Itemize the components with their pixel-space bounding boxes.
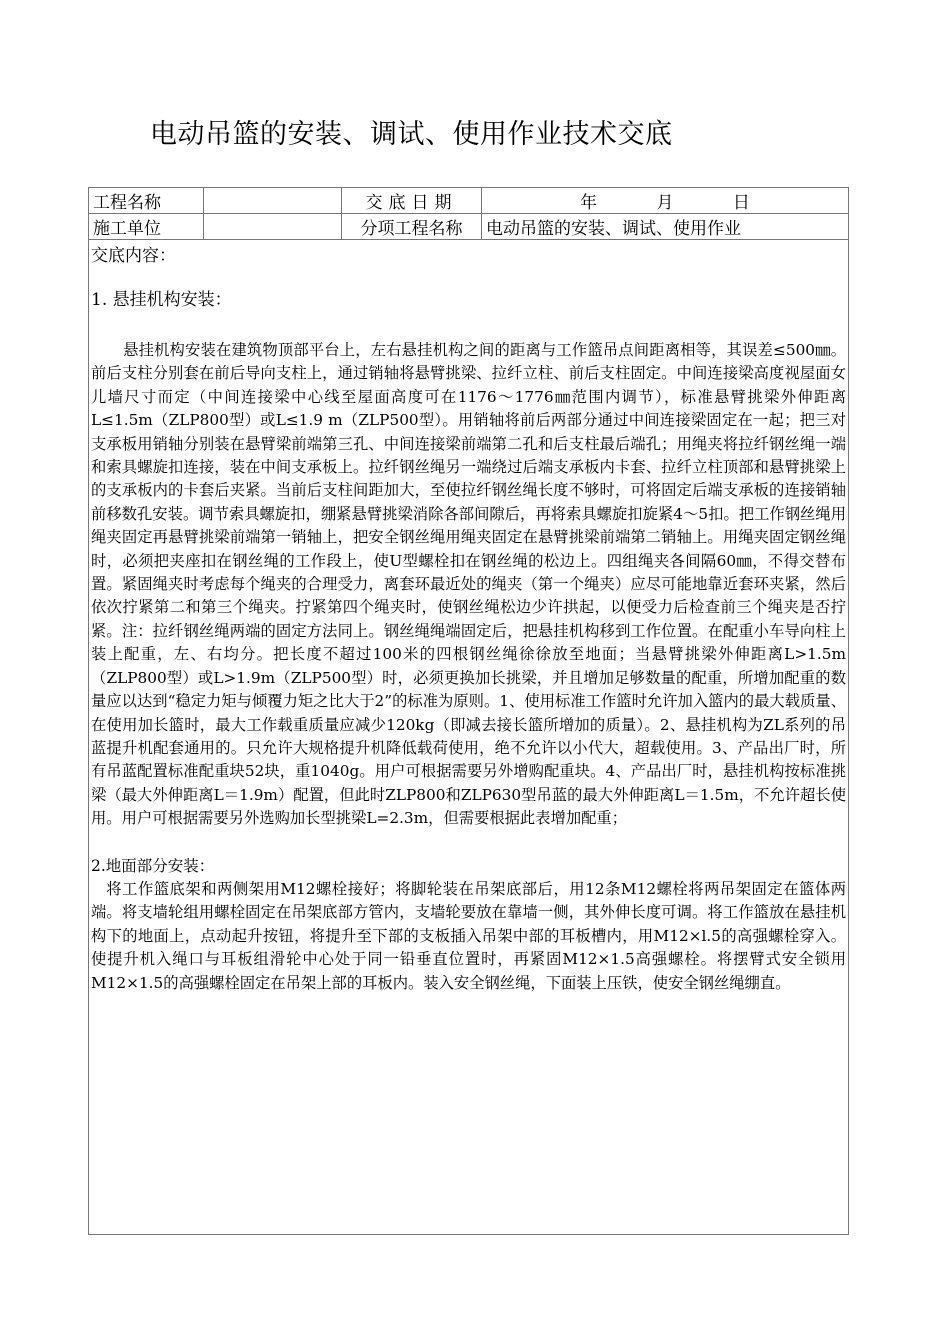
date-day: 日 [732,193,750,213]
sub-project-value: 电动吊篮的安装、调试、使用作业 [482,214,849,240]
sub-project-label: 分项工程名称 [342,214,482,240]
date-value [482,188,849,214]
disclosure-table [88,187,849,1235]
section2-title: 2.地面部分安装： [91,856,215,875]
header-row-2 [89,214,849,240]
unit-label: 施工单位 [89,214,204,240]
header-row-1 [89,188,849,214]
project-name-label: 工程名称 [89,188,204,214]
project-name-value [204,188,342,214]
date-year: 年 [580,193,598,213]
section1-title: 1. 悬挂机构安装： [91,290,232,310]
content-row [89,240,849,1235]
content-cell [89,240,849,1235]
date-month: 月 [656,193,674,213]
content-label: 交底内容： [91,246,176,266]
document-title: 电动吊篮的安装、调试、使用作业技术交底 [150,119,673,150]
unit-value [204,214,342,240]
date-label: 交底日期 [342,188,482,214]
section1-paragraph: 悬挂机构安装在建筑物顶部平台上，左右悬挂机构之间的距离与工作篮吊点间距离相等，其误差≤500㎜。前后支柱分别套在前后导向支柱上，通过销轴将悬臂挑梁、拉纤立柱、前后支柱固定。中间连接梁高度视屋面女儿墙尺寸而定（中间连接梁中心线至屋面高度可在1176～1776㎜范围内调节），标准悬臂挑梁外伸距离L≤1.5m（ZLP800型）或L≤1.9 m（ZLP500型）。用销轴将前后两部分通过中间连接梁固定在一起；把三对支承板用销轴分别装在悬臂梁前端第三孔、中间连接梁前端第二孔和后支柱最后端孔；用绳夹将拉纤钢丝绳一端和索具螺旋扣连接，装在中间支承板上。拉纤钢丝绳另一端绕过后端支承板内卡套、拉纤立柱顶部和悬臂挑梁上的支承板内的卡套后夹紧。当前后支柱间距加大，至使拉纤钢丝绳长度不够时，可将固定后端支承板的连接销轴前移数孔安装。调节索具螺旋扣，绷紧悬臂挑梁消除各部间隙后，再将索具螺旋扣旋紧4～5扣。把工作钢丝绳用绳夹固定再悬臂挑梁前端第一销轴上，把安全钢丝绳用绳夹固定在悬臂挑梁前端第二销轴上。用绳夹固定钢丝绳时，必须把夹座扣在钢丝绳的工作段上，使U型螺栓扣在钢丝绳的松边上。四组绳夹各间隔60㎜，不得交替布置。紧固绳夹时考虑每个绳夹的合理受力，离套环最近处的绳夹（第一个绳夹）应尽可能地靠近套环夹紧，然后依次拧紧第二和第三个绳夹。拧紧第四个绳夹时，使钢丝绳松边少许拱起，以便受力后检查前三个绳夹是否拧紧。注：拉纤钢丝绳两端的固定方法同上。钢丝绳绳端固定后，把悬挂机构移到工作位置。在配重小车导向柱上装上配重，左、右均分。把长度不超过100米的四根钢丝绳徐徐放至地面；当悬臂挑梁外伸距离L>1.5m（ZLP800型）或L>1.9m（ZLP500型）时，必须更换加长挑梁，并且增加足够数量的配重，所增加配重的数量应以达到“稳定力矩与倾覆力矩之比大于2”的标准为原则。1、使用标准工作篮时允许加入篮内的最大载质量、在使用加长篮时，最大工作载重质量应减少120kg（即减去接长篮所增加的质量）。2、悬挂机构为ZL系列的吊蓝提升机配套通用的。只允许大规格提升机降低载荷使用，绝不允许以小代大，超载使用。3、产品出厂时，所有吊蓝配置标准配重块52块，重1040g。用户可根据需要另外增购配重块。4、产品出厂时，悬挂机构按标准挑梁（最大外伸距离L＝1.9m）配置，但此时ZLP800和ZLP630型吊蓝的最大外伸距离L＝1.5m，不允许超长使用。用户可根据需要另外选购加长型挑梁L=2.3m，但需要根据此表增加配重； [91,341,846,828]
section2-paragraph: 将工作篮底架和两侧架用M12螺栓接好；将脚轮装在吊架底部后，用12条M12螺栓将两吊架固定在篮体两端。将支墙轮组用螺栓固定在吊架底部方管内，支墙轮要放在靠墙一侧，其外伸长度可调。将工作篮放在悬挂机构下的地面上，点动起升按钮，将提升至下部的支板插入吊架中部的耳板槽内，用M12×l.5的高强螺栓穿入。使提升机入绳口与耳板组滑轮中心处于同一铅垂直位置时，再紧固M12×1.5高强螺栓。将摆臂式安全锁用M12×1.5的高强螺栓固定在吊架上部的耳板内。装入安全钢丝绳，下面装上压铁，使安全钢丝绳绷直。 [91,879,846,992]
